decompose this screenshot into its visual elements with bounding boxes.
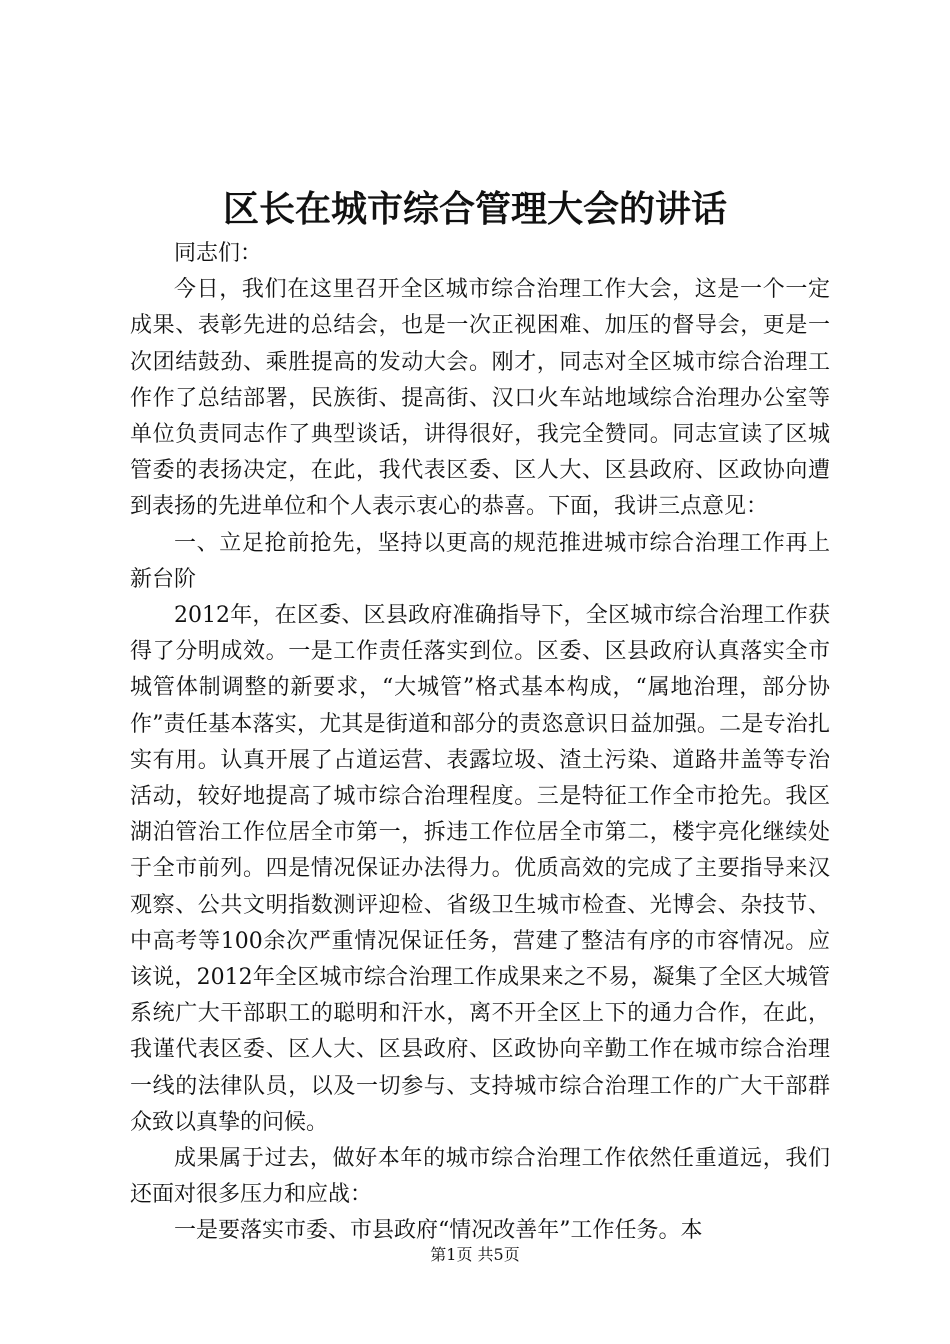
document-title: 区长在城市综合管理大会的讲话 [222,188,727,230]
document-body [130,236,830,1250]
page-number-footer: 第1页 共5页 [430,1245,520,1264]
body-paragraph: 2012年，在区委、区县政府准确指导下，全区城市综合治理工作获得了分明成效。一是工作责任落实到位。区委、区县政府认真落实全市城管体制调整的新要求，“大城管”格式基本构成，“属地治理，部分协作”责任基本落实，尤其是街道和部分的责恣意识日益加强。二是专治扎实有用。认真开展了占道运营、表露垃圾、渣土污染、道路井盖等专治活动，较好地提高了城市综合治理程度。三是特征工作全市抢先。我区湖泊管治工作位居全市第一，拆违工作位居全市第二，楼宇亮化继续处于全市前列。四是情况保证办法得力。优质高效的完成了主要指导来汉观察、公共文明指数测评迎检、省级卫生城市检查、光博会、杂技节、中高考等100余次严重情况保证任务，营建了整洁有序的市容情况。应该说，2012年全区城市综合治理工作成果来之不易，凝集了全区大城管系统广大干部职工的聪明和汗水，离不开全区上下的通力合作，在此，我谨代表区委、区人大、区县政府、区政协向辛勤工作在城市综合治理一线的法律队员，以及一切参与、支持城市综合治理工作的广大干部群众致以真挚的问候。 [130,603,830,1135]
section-heading: 一、立足抢前抢先，坚持以更高的规范推进城市综合治理工作再上新台阶 [130,530,830,592]
body-paragraph: 成果属于过去，做好本年的城市综合治理工作依然任重道远，我们还面对很多压力和应战： [130,1146,830,1208]
body-paragraph: 一是要落实市委、市县政府“情况改善年”工作任务。本 [174,1218,703,1244]
salutation-paragraph: 同志们： [174,241,263,266]
body-paragraph: 今日，我们在这里召开全区城市综合治理工作大会，这是一个一定成果、表彰先进的总结会，也是一次正视困难、加压的督导会，更是一次团结鼓劲、乘胜提高的发动大会。刚才，同志对全区城市综合治理工作作了总结部署，民族街、提高街、汉口火车站地域综合治理办公室等单位负责同志作了典型谈话，讲得很好，我完全赞同。同志宣读了区城管委的表扬决定，在此，我代表区委、区人大、区县政府、区政协向遭到表扬的先进单位和个人表示衷心的恭喜。下面，我讲三点意见： [130,277,830,520]
